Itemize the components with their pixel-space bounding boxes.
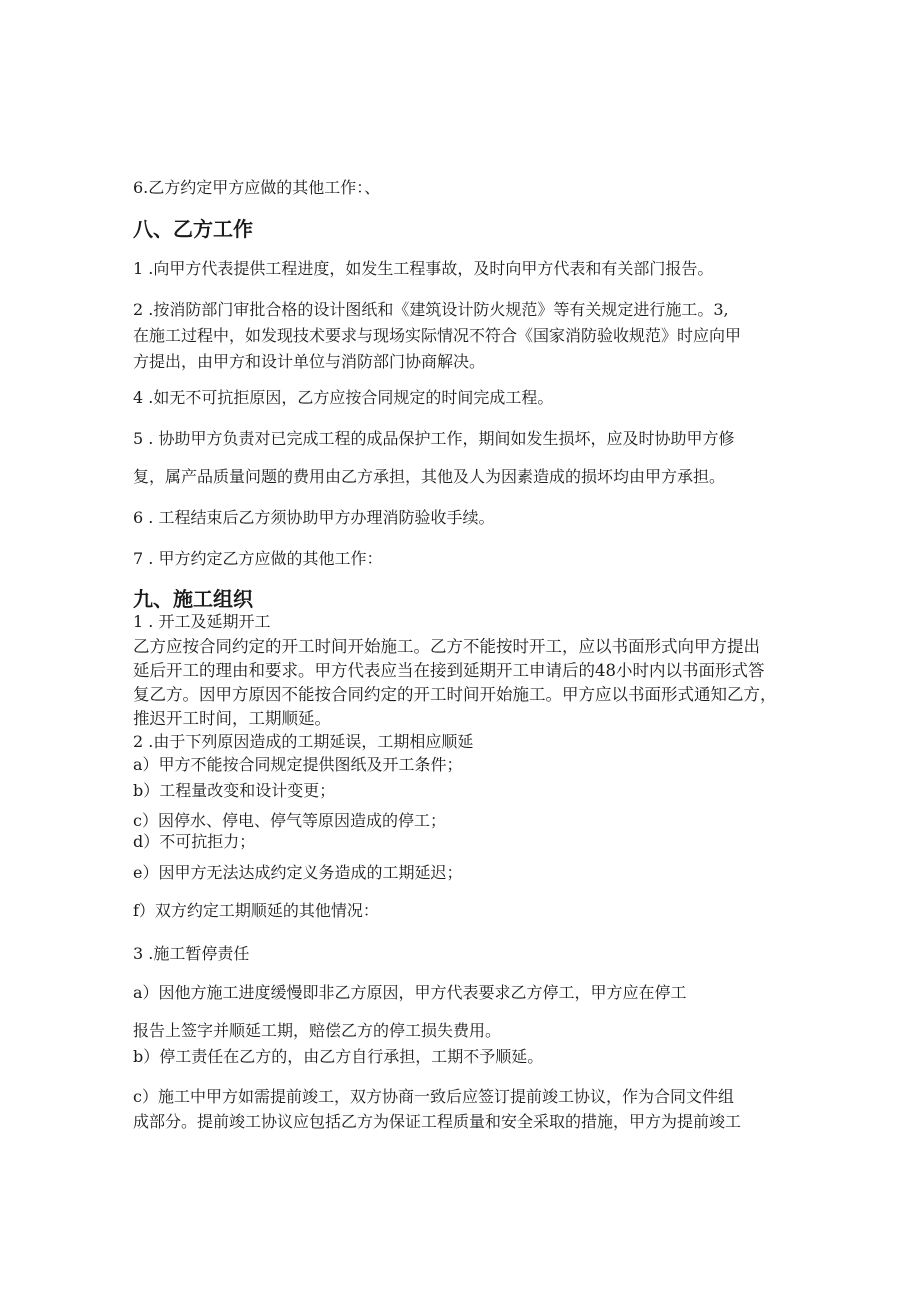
clause-8-1: 1 .向甲方代表提供工程进度，如发生工程事故，及时向甲方代表和有关部门报告。 <box>133 259 714 278</box>
clause-9-1-body-line2: 延后开工的理由和要求。甲方代表应当在接到延期开工申请后的48小时内以书面形式答 <box>133 661 765 680</box>
clause-6-text: 6.乙方约定甲方应做的其他工作：、 <box>133 178 381 197</box>
clause-8-3-line2: 方提出，由甲方和设计单位与消防部门协商解决。 <box>133 352 486 371</box>
clause-8-3-line1: 在施工过程中，如发现技术要求与现场实际情况不符合《国家消防验收规范》时应向甲 <box>133 326 742 345</box>
clause-8-5-line2: 复，属产品质量问题的费用由乙方承担，其他及人为因素造成的损坏均由甲方承担。 <box>133 467 726 486</box>
clause-9-1-body-line1: 乙方应按合同约定的开工时间开始施工。乙方不能按时开工，应以书面形式向甲方提出 <box>133 637 760 656</box>
clause-8-4: 4 .如无不可抗拒原因，乙方应按合同规定的时间完成工程。 <box>133 388 554 407</box>
clause-9-2-a: a）甲方不能按合同规定提供图纸及开工条件； <box>133 755 463 774</box>
clause-9-2-e: e）因甲方无法达成约定义务造成的工期延迟； <box>133 863 463 882</box>
section-8-heading: 八、乙方工作 <box>133 217 253 241</box>
clause-9-1: 1 . 开工及延期开工 <box>133 612 271 631</box>
clause-8-5-line1: 5 . 协助甲方负责对已完成工程的成品保护工作，期间如发生损坏，应及时协助甲方修 <box>133 429 735 448</box>
clause-9-2: 2 .由于下列原因造成的工期延误，工期相应顺延 <box>133 732 474 751</box>
clause-9-2-b: b）工程量改变和设计变更； <box>133 781 336 800</box>
clause-8-7: 7 . 甲方约定乙方应做的其他工作： <box>133 549 383 568</box>
clause-9-2-c: c）因停水、停电、停气等原因造成的停工； <box>133 811 446 830</box>
clause-9-3-a-line1: a）因他方施工进度缓慢即非乙方原因，甲方代表要求乙方停工，甲方应在停工 <box>133 983 687 1002</box>
clause-8-6: 6 . 工程结束后乙方须协助甲方办理消防验收手续。 <box>133 508 495 527</box>
clause-9-2-d: d）不可抗拒力； <box>133 832 256 851</box>
clause-9-3: 3 .施工暂停责任 <box>133 944 250 963</box>
clause-8-2: 2 .按消防部门审批合格的设计图纸和《建筑设计防火规范》等有关规定进行施工。3, <box>133 300 729 319</box>
clause-9-1-body-line3: 复乙方。因甲方原因不能按合同约定的开工时间开始施工。甲方应以书面形式通知乙方， <box>133 685 777 704</box>
clause-9-1-body-line4: 推迟开工时间，工期顺延。 <box>133 709 331 728</box>
section-9-heading: 九、施工组织 <box>133 587 253 611</box>
clause-9-3-a-line2: 报告上签字并顺延工期，赔偿乙方的停工损失费用。 <box>133 1021 502 1040</box>
clause-9-3-b: b）停工责任在乙方的，由乙方自行承担，工期不予顺延。 <box>133 1047 544 1066</box>
clause-9-3-c-line1: c）施工中甲方如需提前竣工，双方协商一致后应签订提前竣工协议，作为合同文件组 <box>133 1087 734 1106</box>
clause-9-2-f: f）双方约定工期顺延的其他情况： <box>133 901 379 920</box>
clause-9-3-c-line2: 成部分。提前竣工协议应包括乙方为保证工程质量和安全采取的措施，甲方为提前竣工 <box>133 1112 742 1131</box>
